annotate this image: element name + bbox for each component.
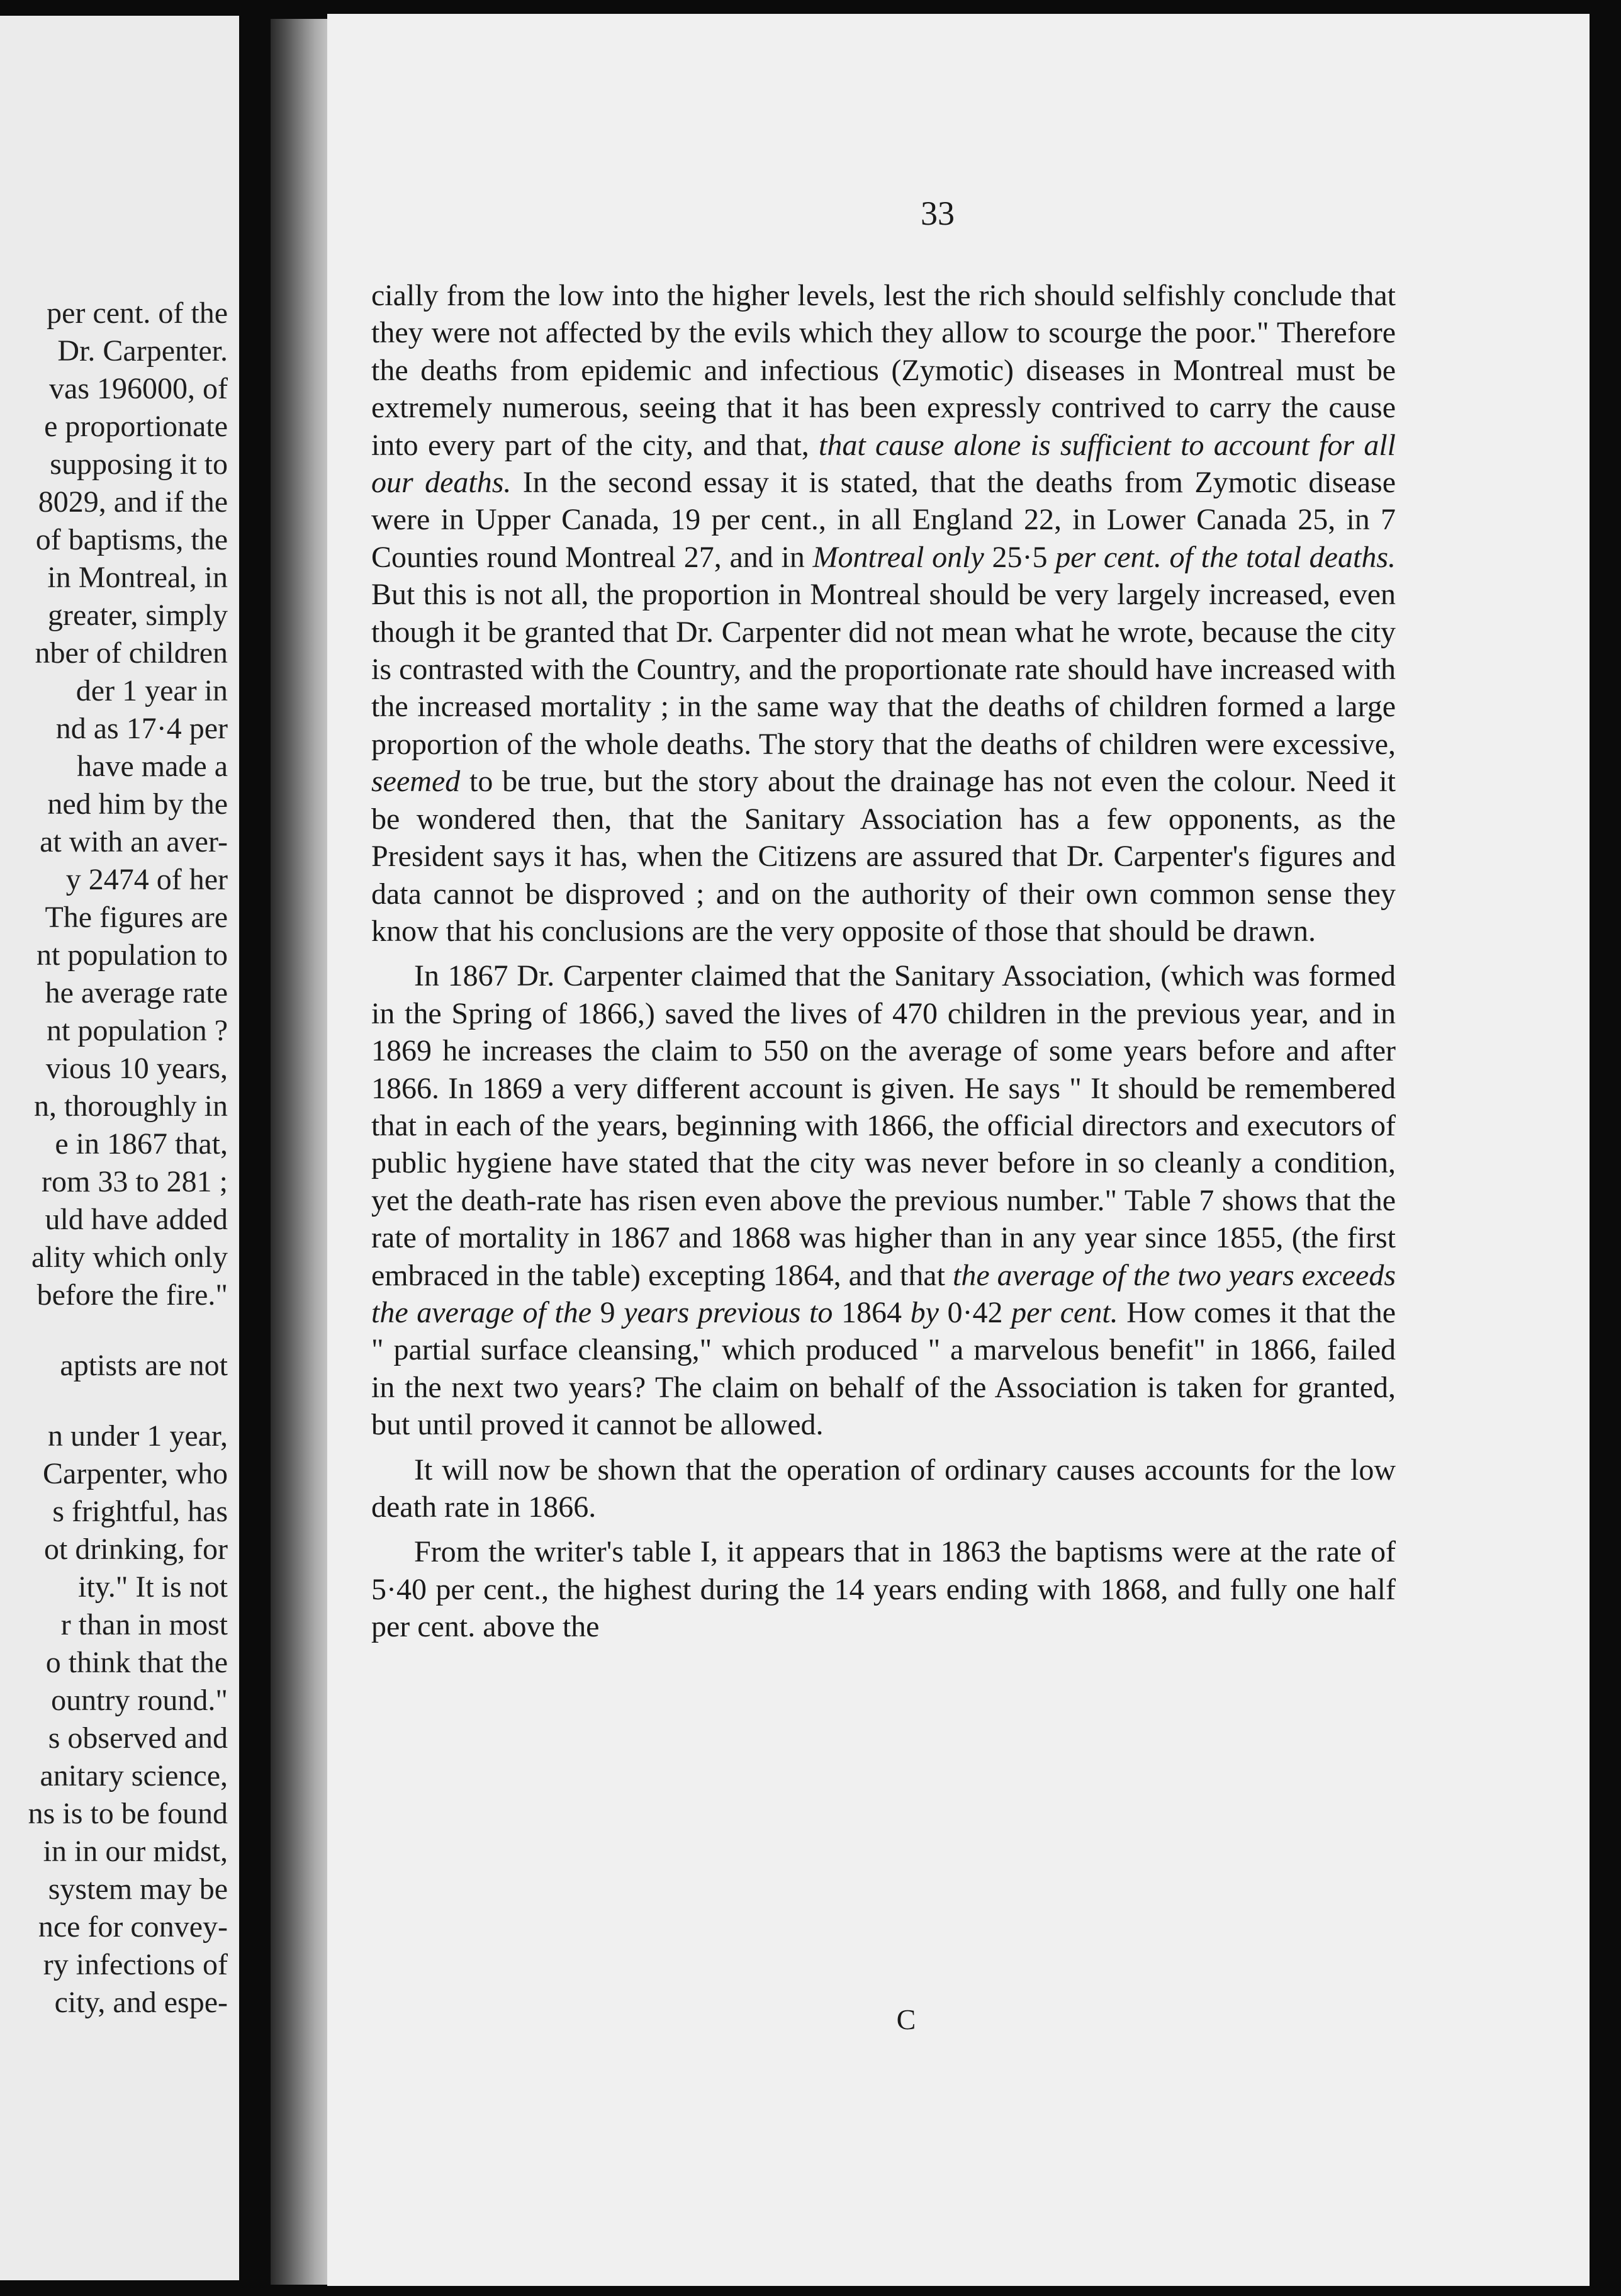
- left-page-line: per cent. of the: [47, 296, 228, 330]
- left-page-line: o think that the: [45, 1646, 228, 1679]
- italic-run: years previous to: [624, 1295, 833, 1329]
- left-page-line: in Montreal, in: [47, 561, 228, 594]
- body-paragraph: [371, 277, 1396, 950]
- italic-run: per cent. of the total deaths.: [1055, 540, 1396, 574]
- page-number: 33: [921, 194, 955, 232]
- left-page-line: he average rate: [45, 976, 228, 1010]
- left-page-line: y 2474 of her: [65, 863, 228, 896]
- left-page-line: at with an aver-: [40, 825, 228, 858]
- left-page-line: nd as 17·4 per: [55, 712, 228, 745]
- left-page-line: before the fire.": [36, 1278, 228, 1312]
- left-page-text: [0, 295, 228, 2022]
- text-run: 9: [592, 1295, 624, 1329]
- left-page-line: Carpenter, who: [43, 1457, 228, 1490]
- left-page-line: system may be: [48, 1872, 228, 1906]
- text-run: It will now be shown that the operation of ordinary causes accounts for the low death rate in 1866.: [371, 1453, 1396, 1524]
- text-run: From the writer's table I, it appears that in 1863 the baptisms were at the rate of 5·40 per cent., the highest during the 14 years ending with 1868, and fully one half per cent. above the: [371, 1535, 1396, 1644]
- italic-run: by: [910, 1295, 939, 1329]
- text-run: In 1867 Dr. Carpenter claimed that the Sanitary Association, (which was formed in the Spring of 1866,) saved the lives of 470 children in the previous year, and in 1869 he increases the claim to 550 on the average of some years before and after 1866. In 1869 a very different account is given. He says " It should be remembered that in each of the years, beginning with 1866, the official directors and executors of public hygiene have stated that the city was never before in so cleanly a condition, yet the death-rate has risen even above the previous number." Table 7 shows that the rate of mortality in 1867 and 1868 was higher than in any year since 1855, (the first embraced in the table) excepting 1864, and that: [371, 959, 1396, 1292]
- text-run: How comes it that the " partial surface cleansing," which produced " a marvelous benefit" in 1866, failed in the next two years? The claim on behalf of the Association is taken for granted, but until proved it cannot be allowed.: [371, 1295, 1396, 1442]
- left-page-line: ned him by the: [47, 787, 228, 821]
- body-paragraph: [371, 1451, 1396, 1526]
- left-page-line: der 1 year in: [76, 674, 228, 707]
- left-page-line: nce for convey-: [38, 1910, 228, 1944]
- left-page-line: in in our midst,: [43, 1835, 228, 1868]
- left-page-line: The figures are: [45, 901, 228, 934]
- italic-run: per cent.: [1011, 1295, 1118, 1329]
- body-paragraph: [371, 1533, 1396, 1645]
- body-text: [371, 277, 1396, 1646]
- left-page-line: nber of children: [35, 636, 228, 670]
- text-run: 1864: [833, 1295, 911, 1329]
- text-run: to be true, but the story about the drainage has not even the colour. Need it be wondered then, that the Sanitary Association has a few opponents, as the President says it has, when the Citizens are assured that Dr. Carpenter's figures and data cannot be disproved ; and on the authority of their own common sense they know that his conclusions are the very opposite of those that should be drawn.: [371, 765, 1396, 948]
- binding-gutter: [271, 19, 334, 2285]
- text-run: But this is not all, the proportion in Montreal should be very largely increased, even though it be granted that Dr. Carpenter did not mean what he wrote, because the city is contrasted with the Country, and the proportionate rate should have increased with the increased mortality ; in the same way that the deaths of children formed a large proportion of the whole deaths. The story that the deaths of children were excessive,: [371, 578, 1396, 761]
- left-page-line: have made a: [77, 750, 228, 783]
- left-page-line: r than in most: [60, 1608, 228, 1641]
- left-page-line: vious 10 years,: [45, 1052, 228, 1085]
- left-page-line: ity." It is not: [78, 1570, 228, 1604]
- text-run: In the second essay it is stated, that the deaths from Zymotic disease were in Upper Canada, 19 per cent., in all England 22, in Lower Canada 25, in 7 Counties round Montreal 27, and in: [371, 466, 1396, 574]
- left-page-line: s frightful, has: [52, 1495, 228, 1528]
- signature-mark: C: [896, 2003, 916, 2035]
- left-page-line: aptists are not: [60, 1349, 228, 1382]
- left-page-line: ry infections of: [43, 1948, 228, 1981]
- left-page-line: n under 1 year,: [48, 1419, 228, 1453]
- left-page-line: n, thoroughly in: [34, 1089, 228, 1123]
- text-run: 0·42: [938, 1295, 1012, 1329]
- left-page-line: supposing it to: [50, 447, 228, 481]
- left-page-line: e in 1867 that,: [55, 1127, 228, 1161]
- italic-run: Montreal only: [812, 540, 984, 574]
- body-paragraph: [371, 957, 1396, 1443]
- left-page-line: nt population to: [36, 938, 228, 972]
- left-page-line: ountry round.": [51, 1684, 228, 1717]
- text-run: 25·5: [984, 540, 1056, 574]
- italic-run: seemed: [371, 765, 461, 799]
- left-page-line: ot drinking, for: [44, 1533, 228, 1566]
- left-page-line: vas 196000, of: [49, 372, 228, 405]
- left-page-line: uld have added: [45, 1203, 228, 1236]
- left-page-line: greater, simply: [48, 599, 228, 632]
- italic-run: that cause alone is sufficient to account for all our deaths.: [371, 428, 1396, 500]
- left-page-line: ns is to be found: [28, 1797, 228, 1830]
- text-run: cially from the low into the higher levels, lest the rich should selfishly conclude that they were not affected by the evils which they allow to scourge the poor." Therefore the deaths from epidemic and infectious (Zymotic) diseases in Montreal must be extremely numerous, seeing that it has been expressly contrived to carry the cause into every part of the city, and that,: [371, 279, 1396, 462]
- main-page: [327, 14, 1590, 2286]
- left-page-line: anitary science,: [40, 1759, 228, 1792]
- left-page-line: e proportionate: [44, 410, 228, 443]
- left-page-edge: [0, 16, 239, 2280]
- italic-run: the average of the two years exceeds the average of the: [371, 1258, 1396, 1329]
- left-page-line: rom 33 to 281 ;: [42, 1165, 228, 1198]
- left-page-line: 8029, and if the: [38, 485, 228, 519]
- left-page-line: Dr. Carpenter.: [57, 334, 228, 368]
- left-page-line: of baptisms, the: [35, 523, 228, 556]
- left-page-line: ality which only: [31, 1241, 228, 1274]
- left-page-line: s observed and: [48, 1721, 228, 1755]
- left-page-line: city, and espe-: [54, 1986, 228, 2019]
- left-page-line: nt population ?: [47, 1014, 228, 1047]
